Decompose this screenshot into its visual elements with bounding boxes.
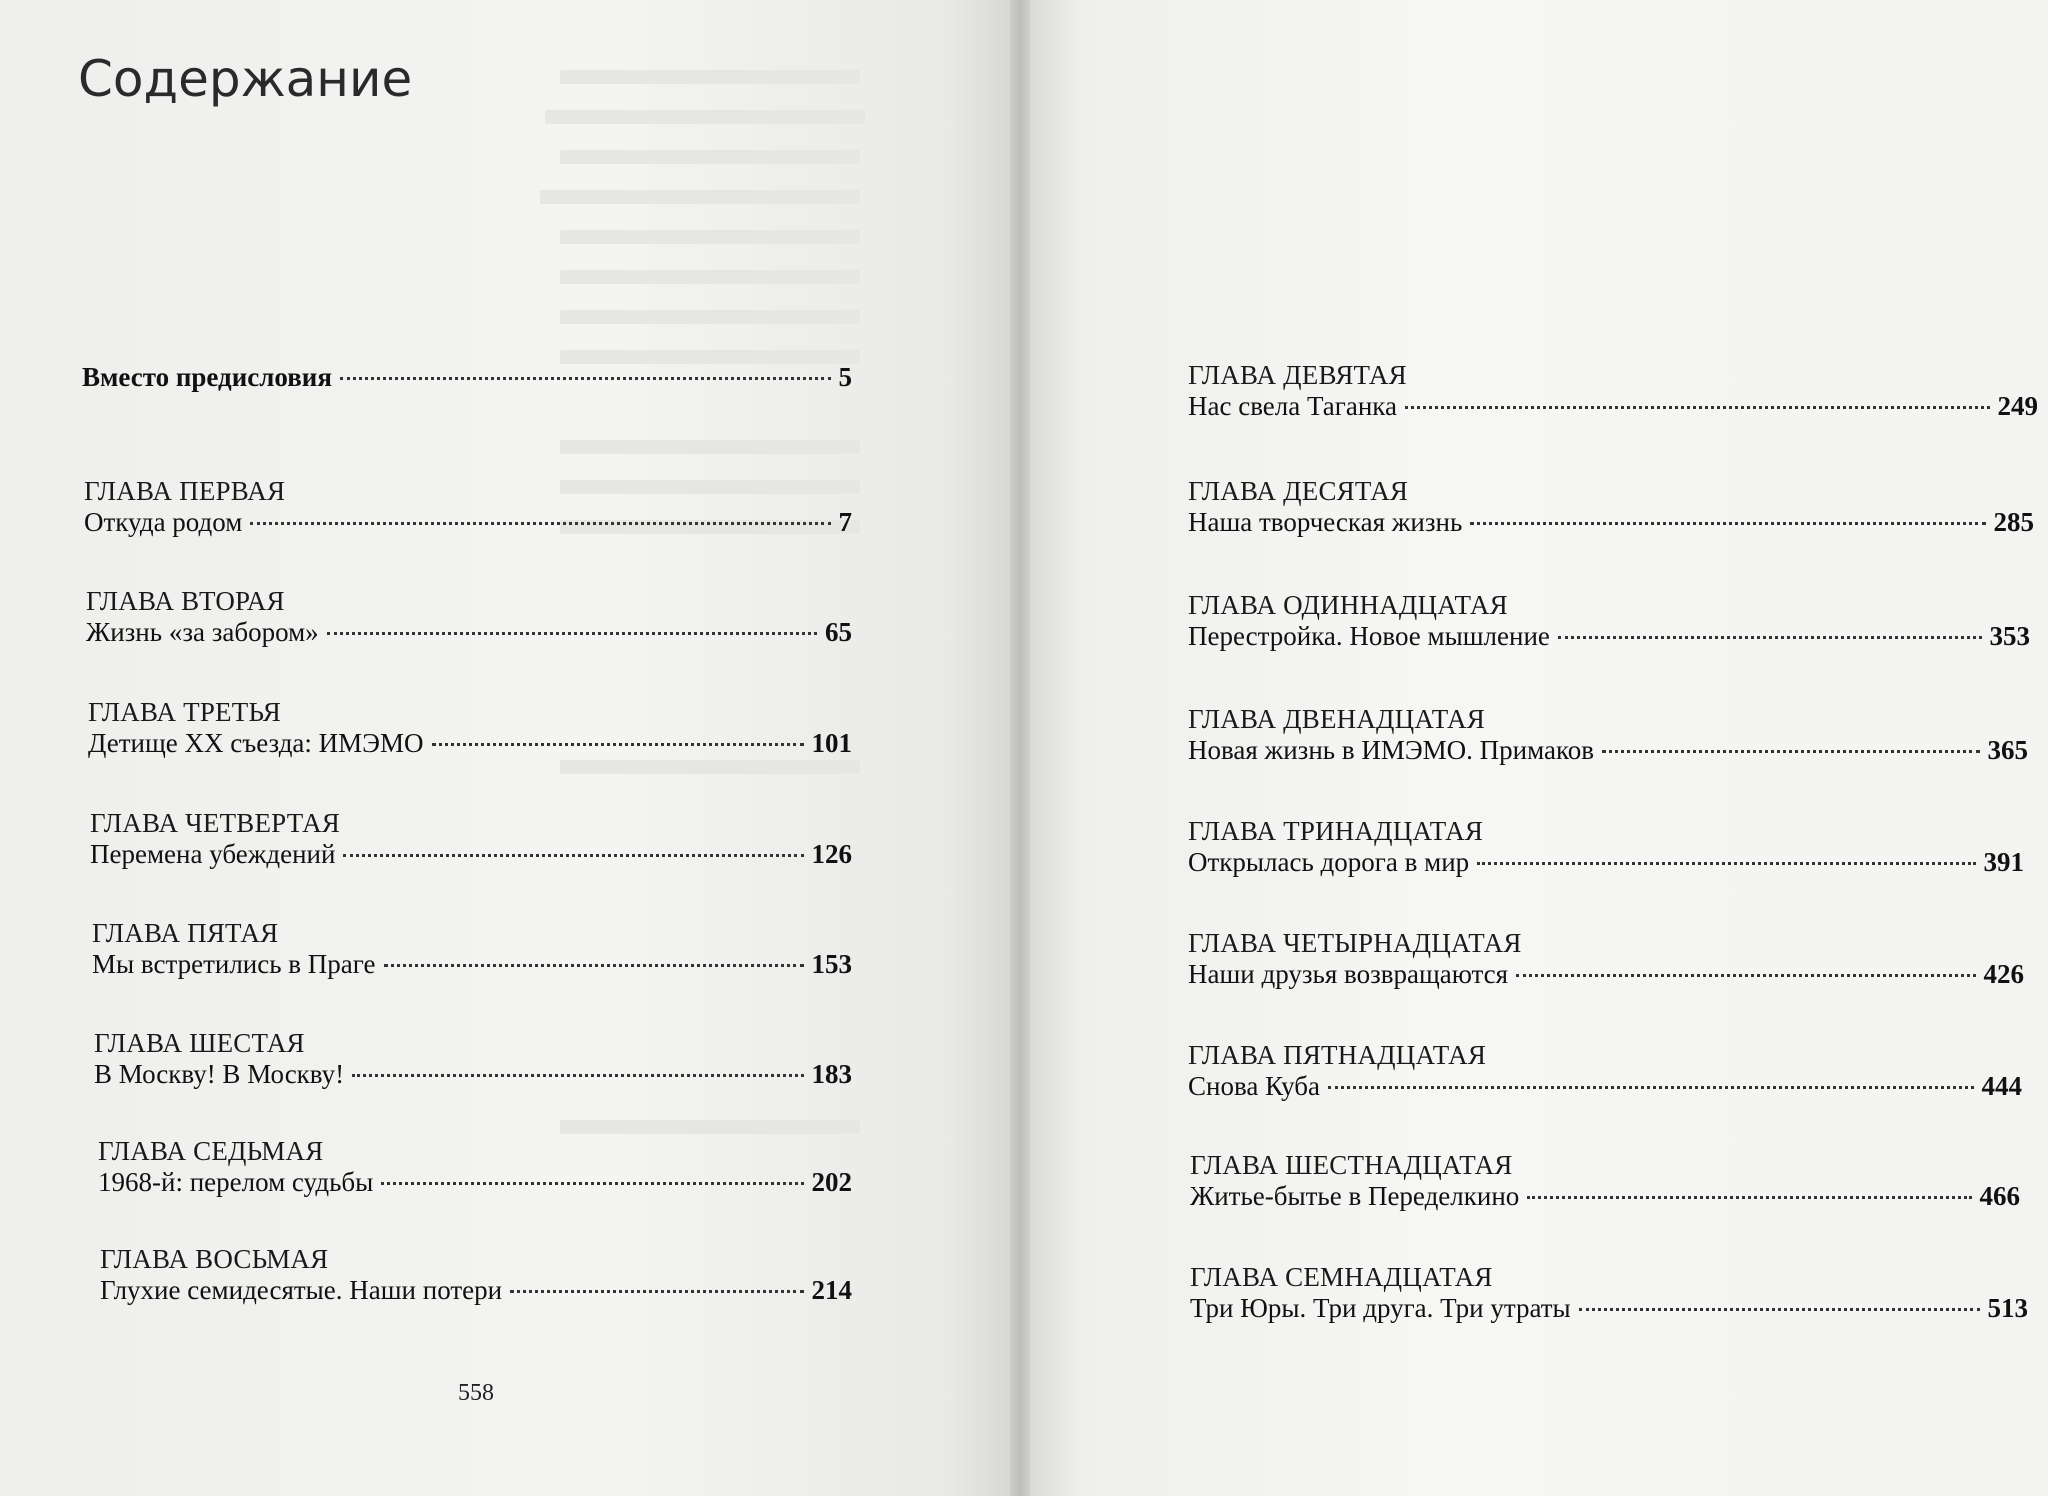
chapter-label: ГЛАВА ТРИНАДЦАТАЯ [1188, 816, 1484, 846]
toc-page-number: 5 [838, 362, 852, 392]
toc-line [82, 362, 852, 393]
toc-page-number: 214 [811, 1275, 852, 1305]
toc-entry-title: Глухие семидесятые. Наши потери [100, 1275, 503, 1305]
dot-leader [1477, 862, 1975, 865]
toc-entry[interactable] [92, 918, 852, 980]
toc-line [1188, 1071, 2022, 1102]
toc-line [100, 1275, 852, 1306]
toc-entry-title: 1968-й: перелом судьбы [98, 1167, 374, 1197]
dot-leader [384, 964, 804, 967]
toc-entry[interactable] [1188, 590, 2030, 652]
toc-entry-title: Откуда родом [84, 507, 243, 537]
show-through-text [560, 1120, 860, 1134]
toc-entry-title: Новая жизнь в ИМЭМО. Примаков [1188, 735, 1594, 765]
toc-page-number: 7 [838, 507, 852, 537]
toc-entry[interactable] [98, 1136, 852, 1198]
dot-leader [1579, 1308, 1980, 1311]
dot-leader [381, 1182, 803, 1185]
toc-entry-title: Три Юры. Три друга. Три утраты [1190, 1293, 1571, 1323]
dot-leader [340, 377, 831, 380]
toc-line [1188, 621, 2030, 652]
show-through-text [560, 310, 860, 324]
toc-line [86, 617, 852, 648]
toc-entry-title: Вместо предисловия [82, 362, 332, 392]
toc-entry-title: Снова Куба [1188, 1071, 1320, 1101]
toc-entry[interactable] [88, 697, 852, 759]
dot-leader [343, 854, 803, 857]
toc-page-number: 202 [811, 1167, 852, 1197]
toc-line [1188, 391, 2038, 422]
toc-line [88, 728, 852, 759]
book-gutter [1010, 0, 1030, 1496]
chapter-label: ГЛАВА ЧЕТЫРНАДЦАТАЯ [1188, 928, 1522, 958]
chapter-label: ГЛАВА ШЕСТАЯ [94, 1028, 305, 1058]
chapter-label: ГЛАВА СЕДЬМАЯ [98, 1136, 324, 1166]
toc-line [98, 1167, 852, 1198]
show-through-text [560, 70, 860, 84]
toc-entry[interactable] [84, 476, 852, 538]
dot-leader [1527, 1196, 1971, 1199]
show-through-text [545, 110, 865, 124]
right-page [1030, 0, 2048, 1496]
dot-leader [432, 743, 804, 746]
toc-entry[interactable] [94, 1028, 852, 1090]
chapter-label: ГЛАВА ПЕРВАЯ [84, 476, 286, 506]
page-number-footer: 558 [458, 1380, 494, 1406]
toc-page-number: 426 [1983, 959, 2024, 989]
toc-entry[interactable] [1188, 1040, 2022, 1102]
dot-leader [1558, 636, 1982, 639]
toc-entry-title: Наши друзья возвращаются [1188, 959, 1509, 989]
show-through-text [560, 270, 860, 284]
toc-page-number: 285 [1993, 507, 2034, 537]
toc-entry[interactable] [1188, 816, 2024, 878]
toc-page-number: 365 [1987, 735, 2028, 765]
chapter-label: ГЛАВА ОДИННАДЦАТАЯ [1188, 590, 1508, 620]
dot-leader [327, 632, 817, 635]
toc-line [1188, 847, 2024, 878]
show-through-text [560, 440, 860, 454]
toc-page-number: 444 [1981, 1071, 2022, 1101]
show-through-text [560, 150, 860, 164]
chapter-label: ГЛАВА ВОСЬМАЯ [100, 1244, 329, 1274]
toc-entry[interactable] [90, 808, 852, 870]
dot-leader [352, 1074, 803, 1077]
toc-line [92, 949, 852, 980]
toc-page-number: 126 [811, 839, 852, 869]
toc-entry-title: Мы встретились в Праге [92, 949, 376, 979]
toc-page-number: 249 [1997, 391, 2038, 421]
left-page [0, 0, 1010, 1496]
dot-leader [1328, 1086, 1974, 1089]
toc-entry-title: Житье-бытье в Переделкино [1190, 1181, 1520, 1211]
toc-line [1188, 507, 2034, 538]
show-through-text [560, 760, 860, 774]
show-through-text [540, 190, 860, 204]
toc-page-number: 183 [811, 1059, 852, 1089]
toc-entry-title: Наша творческая жизнь [1188, 507, 1463, 537]
chapter-label: ГЛАВА ТРЕТЬЯ [88, 697, 281, 727]
chapter-label: ГЛАВА ДВЕНАДЦАТАЯ [1188, 704, 1485, 734]
toc-entry[interactable] [1188, 360, 2038, 422]
contents-title: Содержание [78, 50, 413, 108]
chapter-label: ГЛАВА СЕМНАДЦАТАЯ [1190, 1262, 1493, 1292]
toc-line [1190, 1181, 2020, 1212]
dot-leader [250, 522, 830, 525]
toc-page-number: 466 [1979, 1181, 2020, 1211]
dot-leader [1405, 406, 1990, 409]
toc-entry-title: Перемена убеждений [90, 839, 336, 869]
show-through-text [560, 230, 860, 244]
toc-entry-title: Детище ХХ съезда: ИМЭМО [88, 728, 424, 758]
toc-line [84, 507, 852, 538]
toc-entry[interactable] [100, 1244, 852, 1306]
chapter-label: ГЛАВА ДЕСЯТАЯ [1188, 476, 1409, 506]
dot-leader [1602, 750, 1980, 753]
toc-entry[interactable] [1188, 476, 2034, 538]
chapter-label: ГЛАВА ЧЕТВЕРТАЯ [90, 808, 340, 838]
toc-entry-title: Жизнь «за забором» [86, 617, 319, 647]
toc-line [94, 1059, 852, 1090]
dot-leader [510, 1290, 803, 1293]
toc-entry-title: Перестройка. Новое мышление [1188, 621, 1550, 651]
toc-entry-preface[interactable] [82, 362, 852, 393]
chapter-label: ГЛАВА ВТОРАЯ [86, 586, 285, 616]
chapter-label: ГЛАВА ДЕВЯТАЯ [1188, 360, 1407, 390]
dot-leader [1516, 974, 1975, 977]
toc-entry-title: В Москву! В Москву! [94, 1059, 345, 1089]
toc-entry[interactable] [1190, 1262, 2028, 1324]
toc-entry[interactable] [86, 586, 852, 648]
chapter-label: ГЛАВА ПЯТАЯ [92, 918, 279, 948]
toc-page-number: 65 [825, 617, 852, 647]
toc-page-number: 153 [811, 949, 852, 979]
toc-line [1188, 959, 2024, 990]
toc-entry[interactable] [1188, 704, 2028, 766]
toc-entry-title: Открылась дорога в мир [1188, 847, 1470, 877]
toc-line [1188, 735, 2028, 766]
dot-leader [1470, 522, 1985, 525]
chapter-label: ГЛАВА ПЯТНАДЦАТАЯ [1188, 1040, 1487, 1070]
toc-page-number: 513 [1987, 1293, 2028, 1323]
toc-entry-title: Нас свела Таганка [1188, 391, 1397, 421]
toc-line [1190, 1293, 2028, 1324]
toc-page-number: 353 [1989, 621, 2030, 651]
toc-entry[interactable] [1188, 928, 2024, 990]
toc-entry[interactable] [1190, 1150, 2020, 1212]
toc-page-number: 101 [811, 728, 852, 758]
chapter-label: ГЛАВА ШЕСТНАДЦАТАЯ [1190, 1150, 1513, 1180]
toc-page-number: 391 [1983, 847, 2024, 877]
toc-line [90, 839, 852, 870]
